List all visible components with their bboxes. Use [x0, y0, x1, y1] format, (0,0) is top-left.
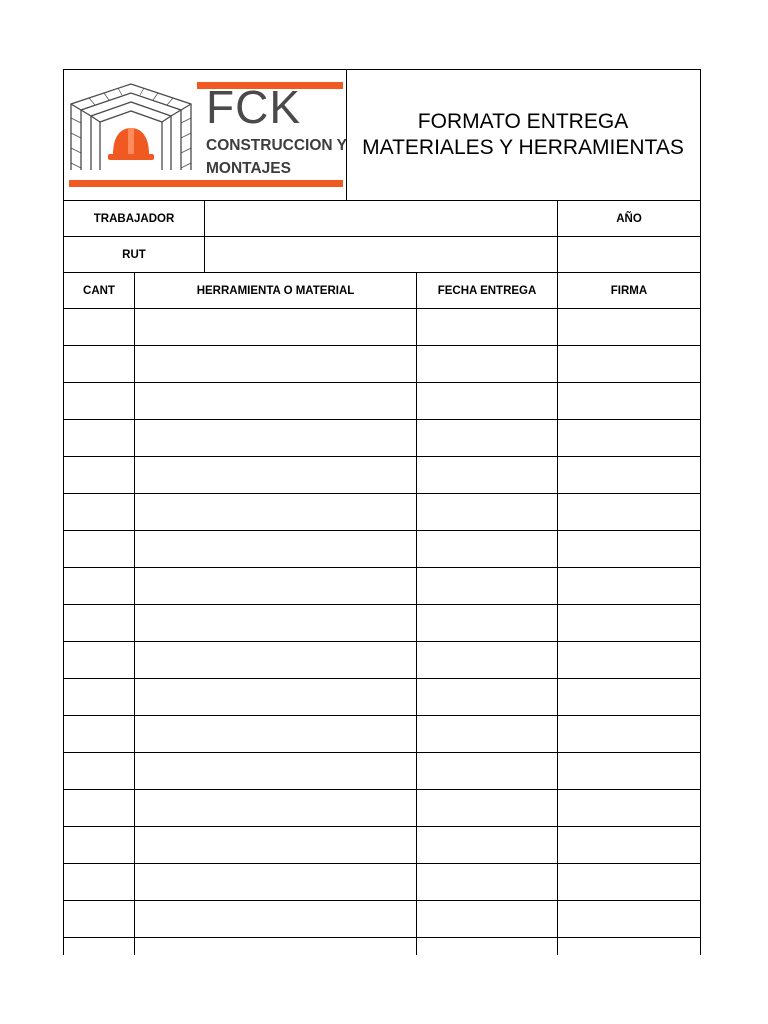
worker-row — [64, 201, 700, 237]
table-row — [64, 531, 700, 568]
table-row — [64, 790, 700, 827]
table-row — [64, 827, 700, 864]
cell-date[interactable] — [417, 642, 558, 678]
cell-date[interactable] — [417, 827, 558, 863]
cell-item[interactable] — [135, 679, 417, 715]
cell-cant[interactable] — [64, 383, 135, 419]
cell-item[interactable] — [135, 753, 417, 789]
table-row — [64, 383, 700, 420]
table-row — [64, 901, 700, 938]
cell-cant[interactable] — [64, 790, 135, 826]
year-label: AÑO — [616, 212, 642, 225]
cell-date[interactable] — [417, 457, 558, 493]
table-row — [64, 864, 700, 901]
logo-accent-bar-bottom — [69, 180, 343, 187]
table-row — [64, 605, 700, 642]
cell-date[interactable] — [417, 938, 558, 955]
cell-signature[interactable] — [558, 753, 700, 789]
cell-cant[interactable] — [64, 716, 135, 752]
cell-date[interactable] — [417, 864, 558, 900]
cell-date[interactable] — [417, 494, 558, 530]
form-title-line-2: MATERIALES Y HERRAMIENTAS — [362, 136, 684, 159]
table-row — [64, 494, 700, 531]
cell-item[interactable] — [135, 901, 417, 937]
form-header — [64, 70, 700, 201]
cell-cant[interactable] — [64, 901, 135, 937]
table-row — [64, 309, 700, 346]
cell-cant[interactable] — [64, 679, 135, 715]
cell-date[interactable] — [417, 420, 558, 456]
column-header-cant: CANT — [64, 273, 135, 308]
cell-date[interactable] — [417, 383, 558, 419]
hard-hat-icon — [108, 128, 154, 160]
cell-signature[interactable] — [558, 346, 700, 382]
cell-cant[interactable] — [64, 420, 135, 456]
cell-date[interactable] — [417, 753, 558, 789]
logo-text-line-2: MONTAJES — [206, 160, 291, 177]
cell-signature[interactable] — [558, 383, 700, 419]
rut-label: RUT — [64, 237, 205, 272]
table-row — [64, 346, 700, 383]
cell-date[interactable] — [417, 901, 558, 937]
cell-signature[interactable] — [558, 864, 700, 900]
cell-cant[interactable] — [64, 827, 135, 863]
cell-signature[interactable] — [558, 568, 700, 604]
cell-date[interactable] — [417, 716, 558, 752]
cell-signature[interactable] — [558, 938, 700, 955]
cell-item[interactable] — [135, 864, 417, 900]
table-row — [64, 716, 700, 753]
rut-field[interactable] — [205, 237, 558, 272]
table-row — [64, 568, 700, 605]
cell-item[interactable] — [135, 420, 417, 456]
cell-date[interactable] — [417, 790, 558, 826]
cell-cant[interactable] — [64, 346, 135, 382]
cell-item[interactable] — [135, 568, 417, 604]
cell-cant[interactable] — [64, 642, 135, 678]
cell-item[interactable] — [135, 716, 417, 752]
form-title — [346, 70, 700, 200]
table-row — [64, 457, 700, 494]
cell-item[interactable] — [135, 457, 417, 493]
cell-date[interactable] — [417, 346, 558, 382]
cell-signature[interactable] — [558, 531, 700, 567]
table-header — [64, 273, 700, 309]
cell-cant[interactable] — [64, 494, 135, 530]
cell-cant[interactable] — [64, 753, 135, 789]
cell-signature[interactable] — [558, 901, 700, 937]
cell-item[interactable] — [135, 531, 417, 567]
cell-cant[interactable] — [64, 531, 135, 567]
cell-cant[interactable] — [64, 568, 135, 604]
cell-cant[interactable] — [64, 605, 135, 641]
company-logo — [64, 70, 347, 200]
cell-signature[interactable] — [558, 790, 700, 826]
cell-cant[interactable] — [64, 864, 135, 900]
delivery-form — [63, 69, 701, 955]
form-title-line-1: FORMATO ENTREGA — [417, 110, 629, 133]
cell-date[interactable] — [417, 309, 558, 345]
table-row — [64, 938, 700, 955]
cell-cant[interactable] — [64, 457, 135, 493]
cell-item[interactable] — [135, 827, 417, 863]
cell-item[interactable] — [135, 346, 417, 382]
table-row — [64, 420, 700, 457]
cell-date[interactable] — [417, 568, 558, 604]
cell-item[interactable] — [135, 938, 417, 955]
cell-signature[interactable] — [558, 679, 700, 715]
worker-field[interactable] — [205, 201, 558, 236]
cell-item[interactable] — [135, 309, 417, 345]
cell-item[interactable] — [135, 494, 417, 530]
cell-signature[interactable] — [558, 716, 700, 752]
table-row — [64, 642, 700, 679]
cell-item[interactable] — [135, 605, 417, 641]
cell-signature[interactable] — [558, 457, 700, 493]
logo-letters: FCK — [206, 81, 301, 133]
cell-signature[interactable] — [558, 309, 700, 345]
table-row — [64, 753, 700, 790]
rut-row — [64, 237, 700, 273]
cell-item[interactable] — [135, 642, 417, 678]
cell-date[interactable] — [417, 605, 558, 641]
cell-signature[interactable] — [558, 605, 700, 641]
cell-signature[interactable] — [558, 827, 700, 863]
cell-item[interactable] — [135, 790, 417, 826]
worker-label: TRABAJADOR — [64, 201, 205, 236]
column-header-item: HERRAMIENTA O MATERIAL — [135, 273, 417, 308]
cell-cant[interactable] — [64, 309, 135, 345]
cell-signature[interactable] — [558, 420, 700, 456]
year-field[interactable] — [558, 237, 700, 272]
column-header-date: FECHA ENTREGA — [417, 273, 558, 308]
cell-item[interactable] — [135, 383, 417, 419]
logo-text-line-1: CONSTRUCCION Y — [206, 137, 347, 154]
table-row — [64, 679, 700, 716]
cell-cant[interactable] — [64, 938, 135, 955]
cell-date[interactable] — [417, 679, 558, 715]
cell-date[interactable] — [417, 531, 558, 567]
cell-signature[interactable] — [558, 642, 700, 678]
column-header-signature: FIRMA — [610, 284, 648, 297]
cell-signature[interactable] — [558, 494, 700, 530]
